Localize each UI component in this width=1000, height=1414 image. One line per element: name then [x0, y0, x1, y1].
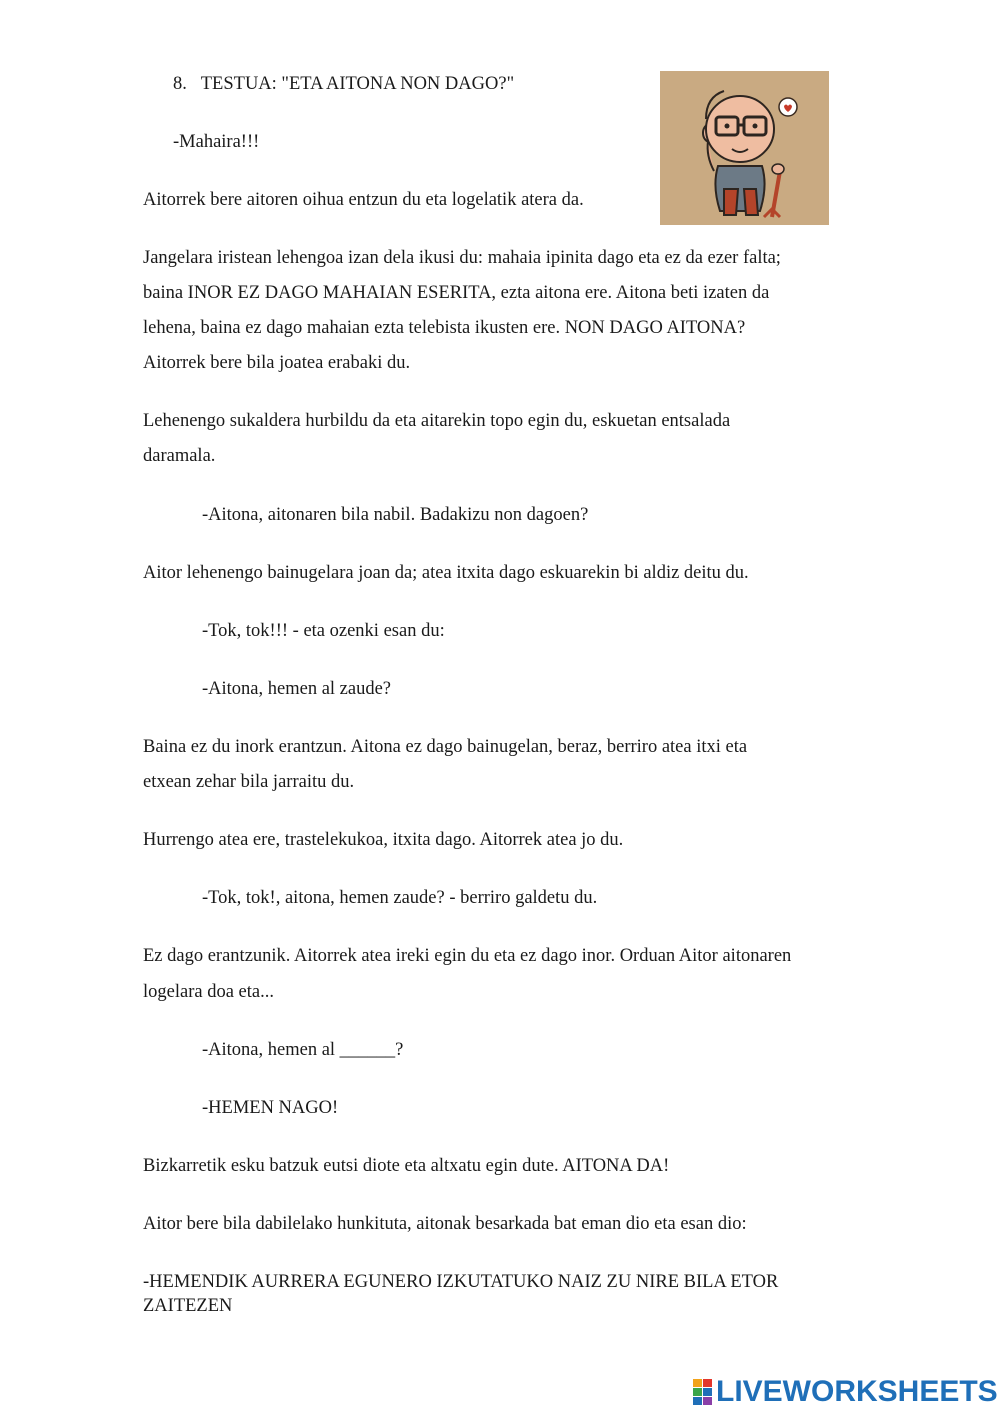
paragraph-line: Hurrengo atea ere, trastelekukoa, itxita dago. Aitorrek atea jo du. [143, 830, 624, 850]
dialogue-line: -Tok, tok!, aitona, hemen zaude? - berriro galdetu du. [202, 888, 598, 908]
paragraph-line: Aitorrek bere bila joatea erabaki du. [143, 353, 411, 373]
paragraph-line: daramala. [143, 446, 216, 466]
section-title: TESTUA: "ETA AITONA NON DAGO?" [200, 74, 515, 94]
liveworksheets-logo [693, 1375, 998, 1409]
section-number: 8. [173, 74, 187, 94]
grandfather-illustration [660, 71, 829, 225]
dialogue-line: -Aitona, aitonaren bila nabil. Badakizu non dagoen? [202, 505, 589, 525]
paragraph-line: logelara doa eta... [143, 982, 274, 1002]
paragraph-line: Aitorrek bere aitoren oihua entzun du eta logelatik atera da. [143, 190, 584, 210]
liveworksheets-wordmark: LIVEWORKSHEETS [716, 1375, 998, 1408]
dialogue-line: -Aitona, hemen al zaude? [202, 679, 392, 699]
paragraph-line: baina INOR EZ DAGO MAHAIAN ESERITA, ezta aitona ere. Aitona beti izaten da [143, 283, 770, 303]
closing-line: ZAITEZEN [143, 1296, 233, 1316]
paragraph-line: Baina ez du inork erantzun. Aitona ez dago bainugelan, beraz, berriro atea itxi eta [143, 737, 748, 757]
paragraph-line: etxean zehar bila jarraitu du. [143, 772, 355, 792]
dialogue-line: -Tok, tok!!! - eta ozenki esan du: [202, 621, 445, 641]
paragraph-line: Lehenengo sukaldera hurbildu da eta aitarekin topo egin du, eskuetan entsalada [143, 411, 731, 431]
exclamation-line: -Mahaira!!! [173, 132, 260, 152]
grandfather-image [660, 71, 829, 225]
paragraph-line: Jangelara iristean lehengoa izan dela ikusi du: mahaia ipinita dago eta ez da ezer falta; [143, 248, 781, 268]
liveworksheets-mark-icon [693, 1379, 713, 1405]
paragraph-line: lehena, baina ez dago mahaian ezta telebista ikusten ere. NON DAGO AITONA? [143, 318, 746, 338]
paragraph-line: Aitor bere bila dabilelako hunkituta, aitonak besarkada bat eman dio eta esan dio: [143, 1214, 747, 1234]
closing-line: -HEMENDIK AURRERA EGUNERO IZKUTATUKO NAIZ ZU NIRE BILA ETOR [143, 1272, 779, 1292]
paragraph-line: Ez dago erantzunik. Aitorrek atea ireki egin du eta ez dago inor. Orduan Aitor aitonaren [143, 946, 792, 966]
paragraph-line: Aitor lehenengo bainugelara joan da; atea itxita dago eskuarekin bi aldiz deitu du. [143, 563, 749, 583]
paragraph-line: Bizkarretik esku batzuk eutsi diote eta altxatu egin dute. AITONA DA! [143, 1156, 670, 1176]
section-heading [173, 73, 514, 95]
dialogue-line-with-blank: -Aitona, hemen al ______? [202, 1040, 404, 1060]
dialogue-line: -HEMEN NAGO! [202, 1098, 339, 1118]
